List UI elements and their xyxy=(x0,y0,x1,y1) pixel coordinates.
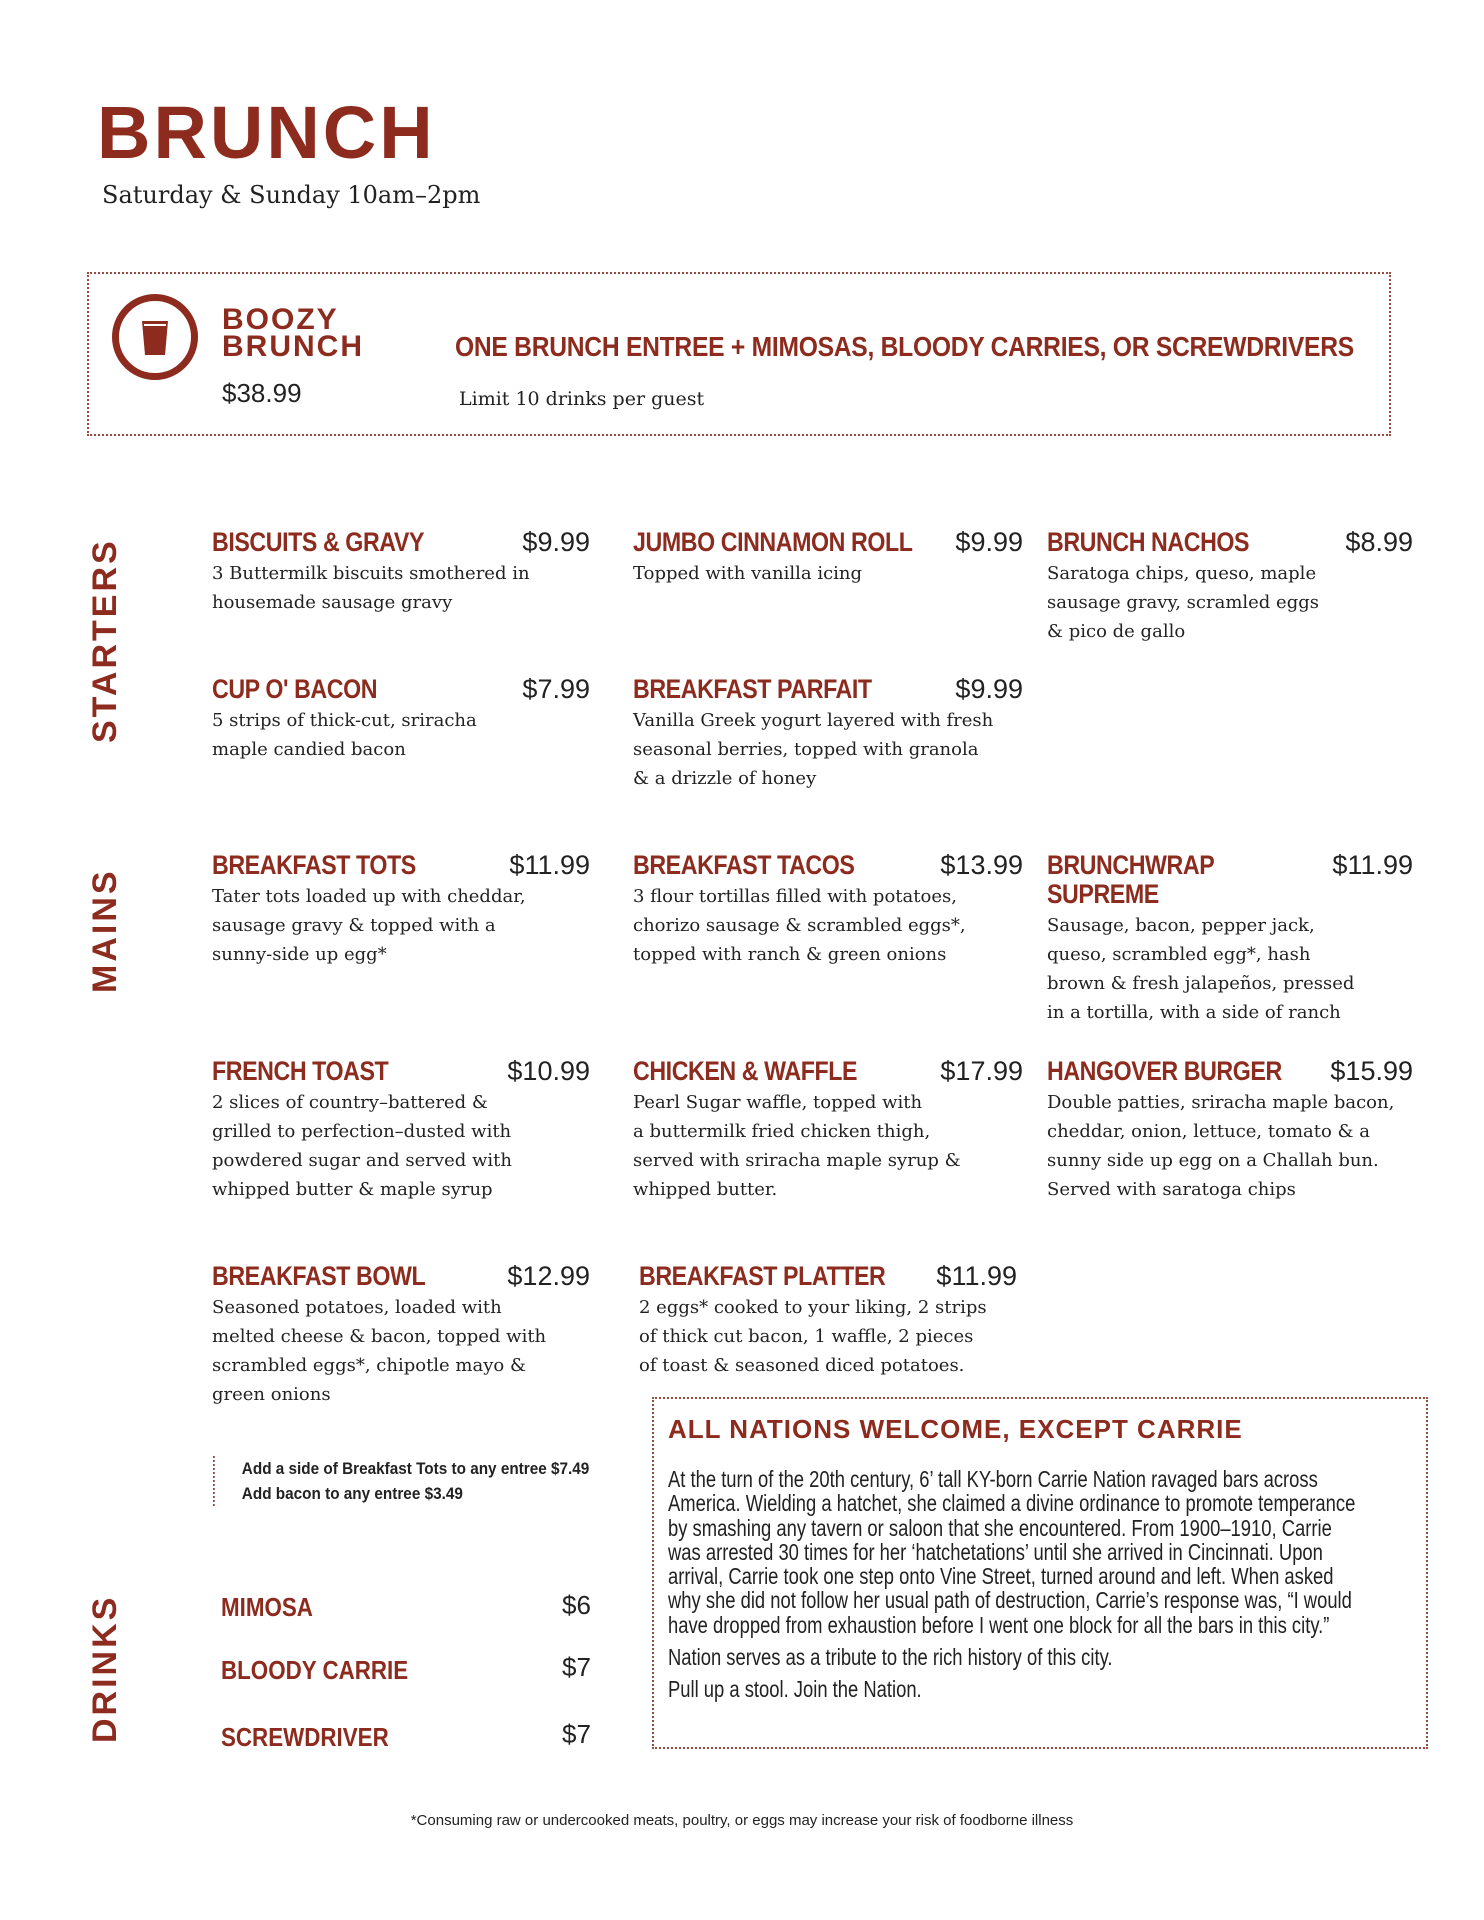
item-price: $12.99 xyxy=(507,1261,590,1291)
menu-item-breakfast-tots xyxy=(212,851,590,969)
menu-item-brunchwrap-supreme xyxy=(1047,851,1413,1027)
item-name: CUP O' BACON xyxy=(212,674,378,704)
item-name: BRUNCHWRAP SUPREME xyxy=(1047,850,1214,909)
drink-name-screwdriver: SCREWDRIVER xyxy=(221,1722,389,1752)
story-tribute: Nation serves as a tribute to the rich history of this city. xyxy=(668,1644,1113,1671)
item-price: $9.99 xyxy=(955,527,1023,557)
boozy-brunch-price: $38.99 xyxy=(222,378,302,408)
item-description: Double patties, sriracha maple bacon, cheddar, onion, lettuce, tomato & a sunny side up egg on a Challah bun. Served with saratoga chips xyxy=(1047,1092,1395,1200)
item-price: $11.99 xyxy=(509,850,590,880)
item-name: BREAKFAST TACOS xyxy=(633,850,855,880)
boozy-title-line1: BOOZY xyxy=(222,303,339,336)
item-description: 2 eggs* cooked to your liking, 2 strips of thick cut bacon, 1 waffle, 2 pieces of toast & seasoned diced potatoes. xyxy=(639,1297,987,1376)
add-on-bacon: Add bacon to any entree $3.49 xyxy=(241,1484,463,1503)
menu-item-cup-o-bacon xyxy=(212,675,590,764)
item-name: BREAKFAST BOWL xyxy=(212,1261,426,1291)
boozy-brunch-deal: ONE BRUNCH ENTREE + MIMOSAS, BLOODY CARRIES, OR SCREWDRIVERS xyxy=(455,331,1354,362)
section-label-drinks: DRINKS xyxy=(86,1594,124,1743)
item-name: BREAKFAST TOTS xyxy=(212,850,416,880)
item-description: 5 strips of thick-cut, sriracha maple candied bacon xyxy=(212,710,477,760)
menu-item-chicken-waffle xyxy=(633,1057,1023,1204)
story-title: ALL NATIONS WELCOME, EXCEPT CARRIE xyxy=(668,1414,1243,1444)
drink-price-screwdriver: $7 xyxy=(562,1719,591,1749)
item-price: $7.99 xyxy=(522,674,590,704)
menu-item-breakfast-tacos xyxy=(633,851,1023,969)
story-closing: Pull up a stool. Join the Nation. xyxy=(668,1676,922,1703)
drink-price-bloody-carrie: $7 xyxy=(562,1652,591,1682)
boozy-title-line2: BRUNCH xyxy=(222,330,364,363)
item-name: BREAKFAST PLATTER xyxy=(639,1261,886,1291)
item-price: $13.99 xyxy=(940,850,1023,880)
item-price: $10.99 xyxy=(507,1056,590,1086)
item-name: CHICKEN & WAFFLE xyxy=(633,1056,858,1086)
brunch-hours: Saturday & Sunday 10am–2pm xyxy=(102,181,481,209)
drink-name-bloody-carrie: BLOODY CARRIE xyxy=(221,1655,409,1685)
menu-item-hangover-burger xyxy=(1047,1057,1413,1204)
item-name: HANGOVER BURGER xyxy=(1047,1056,1282,1086)
menu-item-french-toast xyxy=(212,1057,590,1204)
item-name: FRENCH TOAST xyxy=(212,1056,389,1086)
item-description: 2 slices of country–battered & grilled to perfection–dusted with powdered sugar and served with whipped butter & maple syrup xyxy=(212,1092,512,1200)
boozy-brunch-title xyxy=(222,303,364,363)
item-description: Seasoned potatoes, loaded with melted cheese & bacon, topped with scrambled eggs*, chipotle mayo & green onions xyxy=(212,1297,547,1405)
story-paragraph: At the turn of the 20th century, 6’ tall KY-born Carrie Nation ravaged bars across America. Wielding a hatchet, she claimed a divine ordinance to promote temperance by smashing any tavern or saloon that she encountered. From 1900–1910, Carrie was arrested 30 times for her ‘hatchetations’ until she arrived in Cincinnati. Upon arrival, Carrie took one step onto Vine Street, turned around and left. When asked why she did not follow her usual path of destruction, Carrie’s response was, “I would have dropped from exhaustion before I went one block for all the bars in this city.” xyxy=(668,1466,1356,1638)
menu-item-jumbo-cinnamon-roll xyxy=(633,528,1023,588)
section-label-mains: MAINS xyxy=(86,868,124,993)
item-description: 3 flour tortillas filled with potatoes, chorizo sausage & scrambled eggs*, topped with ranch & green onions xyxy=(633,886,966,965)
foodborne-illness-footnote: *Consuming raw or undercooked meats, poultry, or eggs may increase your risk of foodborne illness xyxy=(410,1812,1074,1829)
item-price: $17.99 xyxy=(940,1056,1023,1086)
item-price: $9.99 xyxy=(522,527,590,557)
item-price: $11.99 xyxy=(1332,850,1413,880)
item-name: BREAKFAST PARFAIT xyxy=(633,674,872,704)
add-ons-note xyxy=(213,1456,589,1506)
story-body xyxy=(668,1467,1356,1710)
item-price: $11.99 xyxy=(936,1261,1017,1291)
drink-name-mimosa: MIMOSA xyxy=(221,1592,313,1622)
item-description: Topped with vanilla icing xyxy=(633,563,863,584)
section-label-starters: STARTERS xyxy=(86,538,124,743)
item-name: BISCUITS & GRAVY xyxy=(212,527,425,557)
item-name: BRUNCH NACHOS xyxy=(1047,527,1250,557)
menu-item-brunch-nachos xyxy=(1047,528,1413,646)
item-name: JUMBO CINNAMON ROLL xyxy=(633,527,913,557)
item-description: Vanilla Greek yogurt layered with fresh seasonal berries, topped with granola & a drizzle of honey xyxy=(633,710,994,789)
item-description: Pearl Sugar waffle, topped with a buttermilk fried chicken thigh, served with sriracha maple syrup & whipped butter. xyxy=(633,1092,961,1200)
item-description: Tater tots loaded up with cheddar, sausage gravy & topped with a sunny-side up egg* xyxy=(212,886,526,965)
boozy-brunch-limit: Limit 10 drinks per guest xyxy=(459,388,705,410)
glass-icon xyxy=(112,294,198,380)
drink-price-mimosa: $6 xyxy=(562,1590,591,1620)
menu-item-biscuits-gravy xyxy=(212,528,590,617)
menu-item-breakfast-platter xyxy=(639,1262,1017,1380)
item-description: 3 Buttermilk biscuits smothered in housemade sausage gravy xyxy=(212,563,530,613)
item-price: $9.99 xyxy=(955,674,1023,704)
page-title: BRUNCH xyxy=(97,91,436,174)
menu-item-breakfast-bowl xyxy=(212,1262,590,1409)
item-price: $8.99 xyxy=(1345,527,1413,557)
item-price: $15.99 xyxy=(1330,1056,1413,1086)
item-description: Sausage, bacon, pepper jack, queso, scrambled egg*, hash brown & fresh jalapeños, pressed in a tortilla, with a side of ranch xyxy=(1047,915,1355,1023)
add-on-tots: Add a side of Breakfast Tots to any entree $7.49 xyxy=(241,1459,590,1478)
menu-item-breakfast-parfait xyxy=(633,675,1023,793)
item-description: Saratoga chips, queso, maple sausage gravy, scramled eggs & pico de gallo xyxy=(1047,563,1319,642)
